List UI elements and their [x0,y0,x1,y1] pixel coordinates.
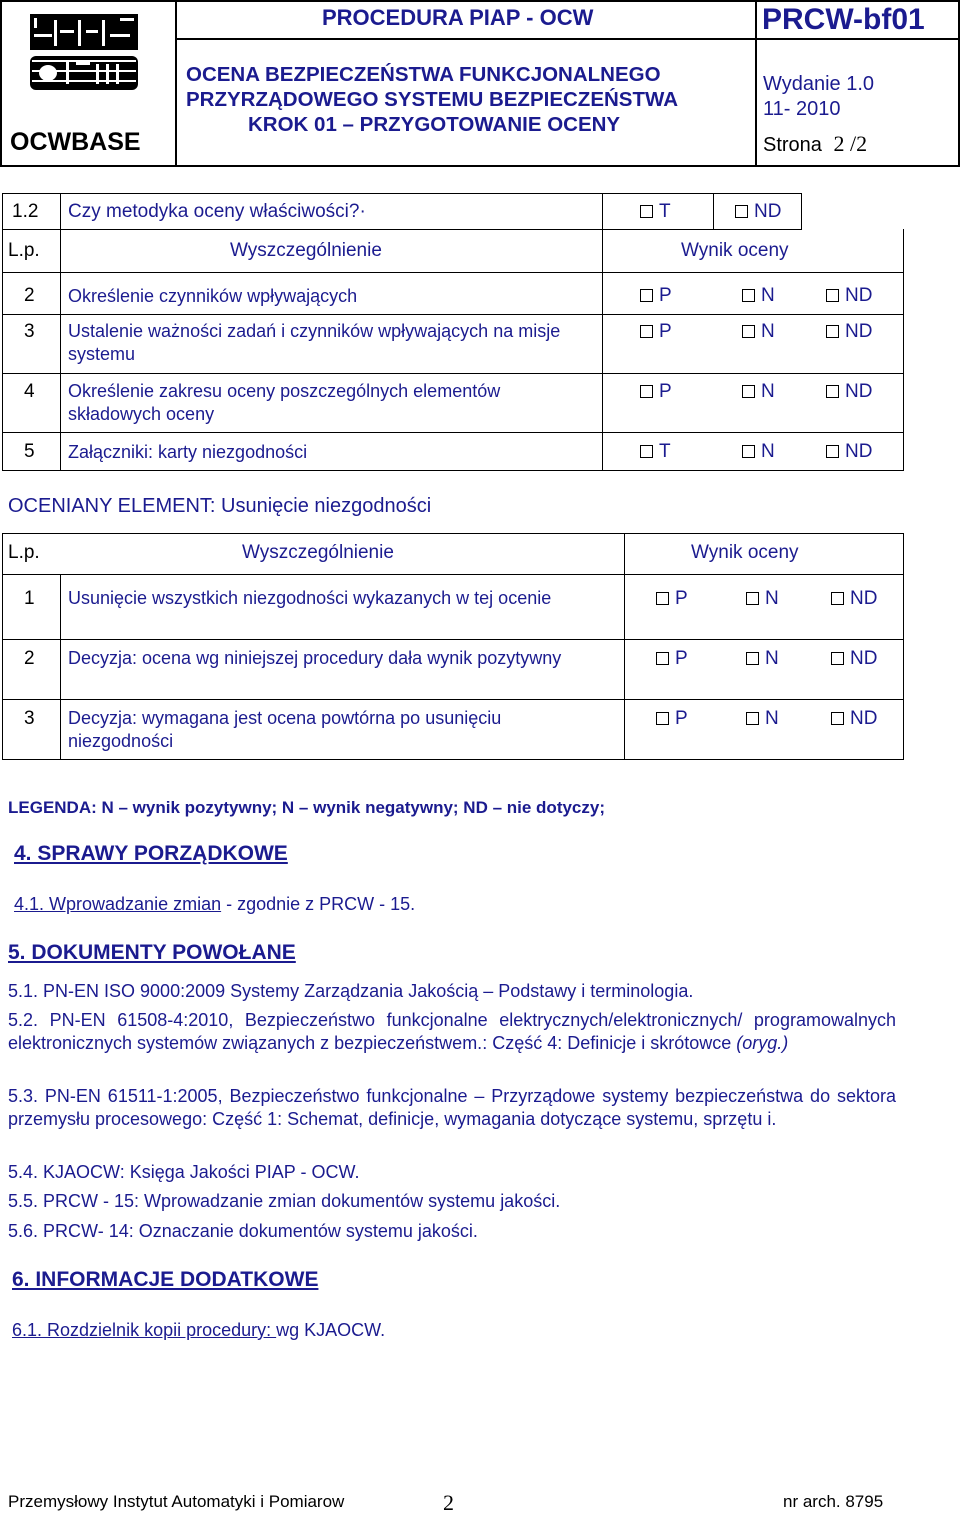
table-row-text: Załączniki: karty niezgodności [68,442,308,462]
option-n[interactable]: N [742,441,775,463]
option-p[interactable]: P [640,321,672,343]
checkbox-icon [746,592,759,605]
edition-date: 11- 2010 [763,98,841,120]
table1-col-lp: L.p. [8,240,40,261]
subtitle-line-1: OCENA BEZPIECZEŃSTWA FUNKCJONALNEGO [186,63,661,86]
checkbox-icon [831,712,844,725]
company-logo [30,12,140,92]
page-value: 2 /2 [833,131,868,156]
checkbox-icon [742,385,755,398]
doc-code: PRCW-bf01 [762,3,925,36]
section-6-link[interactable]: 6.1. Rozdzielnik kopii procedury: [12,1320,277,1340]
subtitle-line-2: PRZYRZĄDOWEGO SYSTEMU BEZPIECZEŃSTWA [186,88,679,111]
option-nd[interactable]: ND [826,285,872,307]
reference-item: 5.6. PRCW- 14: Oznaczanie dokumentów systemu jakości. [8,1221,478,1241]
checkbox-icon [640,445,653,458]
checkbox-icon [656,652,669,665]
option-n[interactable]: N [742,321,775,343]
option-nd[interactable]: ND [826,441,872,463]
table2-col-result: Wynik oceny [691,542,799,563]
q12-option-t[interactable]: T [640,201,671,223]
q12-text: Czy metodyka oceny właściwości?· [68,201,366,222]
table-row-number: 1 [24,588,35,609]
table1-col-result: Wynik oceny [681,240,789,261]
option-n[interactable]: N [746,708,779,730]
checkbox-icon [742,325,755,338]
page-label: Strona [763,134,822,156]
checkbox-icon [826,385,839,398]
table-row-number: 3 [24,708,35,729]
checkbox-icon [656,592,669,605]
option-nd[interactable]: ND [826,321,872,343]
option-t[interactable]: T [640,441,671,463]
subtitle-line-3: KROK 01 – PRZYGOTOWANIE OCENY [248,113,621,136]
option-n[interactable]: N [746,648,779,670]
reference-item: 5.2. PN-EN 61508-4:2010, Bezpieczeństwo funkcjonalne elektrycznych/elektronicznych/ programowalnych elektronicznych systemów związanych z bezpieczeństwem.: Część 4: Definicje i skrótowce (oryg.) [8,1010,896,1053]
checkbox-icon [831,592,844,605]
checkbox-icon [826,445,839,458]
table-row-text: Określenie czynników wpływających [68,286,358,306]
option-p[interactable]: P [640,285,672,307]
checkbox-icon [656,712,669,725]
option-n[interactable]: N [742,381,775,403]
checkbox-icon [831,652,844,665]
q12-number: 1.2 [12,201,39,222]
reference-item: 5.4. KJAOCW: Księga Jakości PIAP - OCW. [8,1162,360,1182]
checkbox-icon [746,712,759,725]
section-6-item: 6.1. Rozdzielnik kopii procedury: wg KJAOCW. [12,1320,386,1340]
table-row-text: Usunięcie wszystkich niezgodności wykazanych w tej ocenie [68,588,552,608]
checkbox-icon [742,445,755,458]
checkbox-icon [826,289,839,302]
procedure-title: PROCEDURA PIAP - OCW [322,5,594,30]
footer-archive-number: nr arch. 8795 [783,1492,884,1511]
legend: LEGENDA: N – wynik pozytywny; N – wynik negatywny; ND – nie dotyczy; [8,798,606,817]
edition: Wydanie 1.0 [763,73,874,95]
q12-option-nd[interactable]: ND [735,201,781,223]
table-row-text: Decyzja: wymagana jest ocena powtórna po usunięciu niezgodności [68,708,502,751]
logo-caption: OCWBASE [10,128,141,156]
reference-item: 5.1. PN-EN ISO 9000:2009 Systemy Zarządzania Jakością – Podstawy i terminologia. [8,981,694,1001]
option-nd[interactable]: ND [826,381,872,403]
option-nd[interactable]: ND [831,588,877,610]
table-row-number: 4 [24,381,35,402]
checkbox-icon [742,289,755,302]
section-6-heading: 6. INFORMACJE DODATKOWE [12,1268,319,1291]
checkbox-icon [640,289,653,302]
section-4-heading: 4. SPRAWY PORZĄDKOWE [14,842,288,865]
table1-col-description: Wyszczególnienie [230,240,382,261]
table-row-number: 2 [24,648,35,669]
option-p[interactable]: P [656,708,688,730]
option-n[interactable]: N [742,285,775,307]
section-5-heading: 5. DOKUMENTY POWOŁANE [8,941,296,964]
table-row-number: 3 [24,321,35,342]
table-row-text: Określenie zakresu oceny poszczególnych elementów składowych oceny [68,381,501,424]
table-row-text: Ustalenie ważności zadań i czynników wpływających na misje systemu [68,321,561,364]
table-row-number: 2 [24,285,35,306]
checkbox-icon [826,325,839,338]
checkbox-icon [746,652,759,665]
section-4-link[interactable]: 4.1. Wprowadzanie zmian [14,894,222,914]
option-nd[interactable]: ND [831,708,877,730]
table-row-text: Decyzja: ocena wg niniejszej procedury dała wynik pozytywny [68,648,562,668]
checkbox-icon [640,205,653,218]
option-n[interactable]: N [746,588,779,610]
option-nd[interactable]: ND [831,648,877,670]
element-heading: OCENIANY ELEMENT: Usunięcie niezgodności [8,495,432,517]
checkbox-icon [640,325,653,338]
footer-page-number: 2 [443,1490,454,1515]
section-4-item: 4.1. Wprowadzanie zmian - zgodnie z PRCW - 15. [14,894,416,914]
table2-col-lp: L.p. [8,542,40,563]
option-p[interactable]: P [656,648,688,670]
table2-col-description: Wyszczególnienie [242,542,394,563]
checkbox-icon [735,205,748,218]
footer-institute: Przemysłowy Instytut Automatyki i Pomiarow [8,1492,345,1511]
option-p[interactable]: P [656,588,688,610]
reference-item: 5.3. PN-EN 61511-1:2005, Bezpieczeństwo funkcjonalne – Przyrządowe systemy bezpieczeństwa do sektora przemysłu procesowego: Część 1: Schemat, definicje, wymagania dotyczące systemu, sprzętu i. [8,1086,896,1129]
option-p[interactable]: P [640,381,672,403]
reference-item: 5.5. PRCW - 15: Wprowadzanie zmian dokumentów systemu jakości. [8,1191,561,1211]
checkbox-icon [640,385,653,398]
table-row-number: 5 [24,441,35,462]
